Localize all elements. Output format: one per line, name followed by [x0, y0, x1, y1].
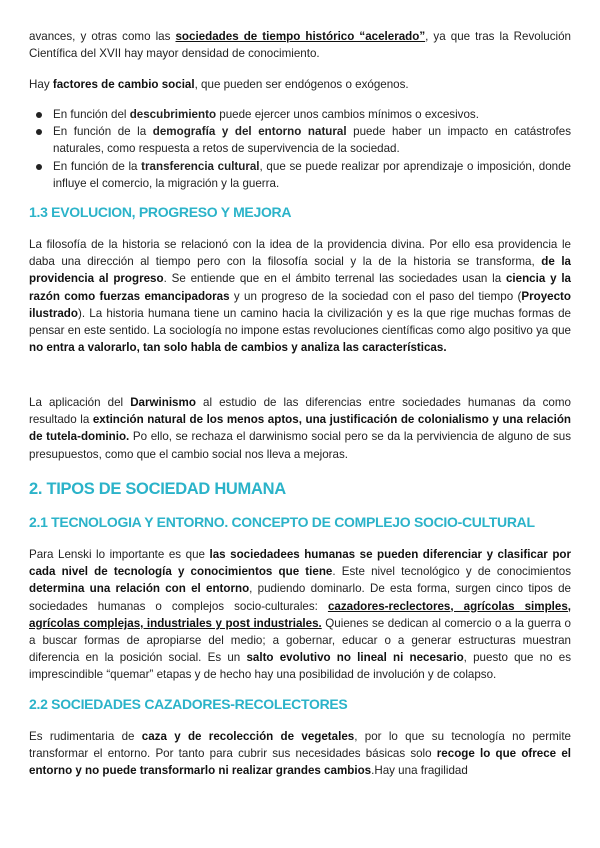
paragraph-factores-cambio	[29, 76, 571, 93]
list-item: En función del descubrimiento puede ejercer unos cambios mínimos o excesivos.	[29, 106, 571, 123]
text: avances, y otras como las	[29, 30, 176, 43]
bold-term: caza y de recolección de vegetales	[141, 730, 355, 743]
bold-term: factores de cambio social	[52, 78, 195, 91]
text: Hay	[29, 78, 53, 91]
bullet-icon	[36, 112, 42, 118]
list-item: En función de la demografía y del entorno natural puede haber un impacto en catástrofes naturales, como respuesta a retos de supervivencia de la sociedad.	[29, 123, 571, 157]
heading-2-1: 2.1 TECNOLOGIA Y ENTORNO. CONCEPTO DE COMPLEJO SOCIO-CULTURAL	[29, 514, 535, 530]
bold-term: descubrimiento	[129, 108, 217, 121]
heading-2-2: 2.2 SOCIEDADES CAZADORES-RECOLECTORES	[29, 696, 348, 712]
paragraph-tiempo-historico	[29, 28, 571, 62]
text: , que pueden ser endógenos o exógenos.	[194, 78, 409, 91]
list-item: En función de la transferencia cultural, que se puede realizar por aprendizaje o imposición, donde influye el comercio, la migración y la guerra.	[29, 158, 571, 192]
heading-2: 2. TIPOS DE SOCIEDAD HUMANA	[29, 480, 286, 498]
bold-term: extinción natural de los menos aptos, una justificación de colonialismo y una relación de tutela-dominio.	[29, 413, 571, 444]
bold-term: las sociedadees humanas se pueden diferenciar y clasificar por cada nivel de tecnología y conocimientos que tiene	[29, 548, 572, 579]
underlined-term: cazadores-reclectores, agrícolas simples, agrícolas complejas, industriales y post industriales.	[29, 599, 571, 630]
bold-term: determina una relación con el entorno	[29, 582, 250, 596]
factors-list	[29, 106, 571, 192]
bold-term: de la providencia al progreso	[29, 255, 572, 286]
paragraph-cazadores: Es rudimentaria de caza y de recolección de vegetales, por lo que su tecnología no permite transformar el entorno. Por tanto para cubrir sus necesidades básicas solo recoge lo que ofrece el entorno y no puede transformarlo ni realizar grandes cambios.Hay una fragilidad	[29, 730, 571, 778]
bold-term: ciencia y la razón como fuerzas emancipadoras	[29, 272, 571, 303]
bold-term: Darwinismo	[130, 396, 196, 409]
bold-term: no entra a valorarlo, tan solo habla de cambios y analiza las características.	[29, 341, 447, 355]
bullet-icon	[36, 129, 42, 135]
bold-term: recoge lo que ofrece el entorno y no puede transformarlo ni realizar grandes cambios	[29, 747, 571, 778]
bullet-icon	[36, 164, 42, 170]
bold-term: salto evolutivo no lineal ni necesario	[246, 651, 464, 665]
bold-term: demografía y del entorno natural	[152, 125, 347, 139]
paragraph-progreso: La filosofía de la historia se relacionó con la idea de la providencia divina. Por ello esa providencia le daba una dirección al tiempo pero con la filosofía social y la de la historia se transforma, de la providencia al progreso. Se entiende que en el ámbito terrenal las sociedades usan la ciencia y la razón como fuerzas emancipadoras y un progreso de la sociedad con el paso del tiempo (Proyecto ilustrado). La historia humana tiene un camino hacia la civilización y es la que rige muchas formas de pensar en este sentido. La sociología no impone estas revoluciones científicas como algo positivo ya que no entra a valorarlo, tan solo habla de cambios y analiza las características.	[29, 238, 572, 355]
underlined-term: sociedades de tiempo histórico “acelerado”	[175, 30, 426, 43]
paragraph-lenski: Para Lenski lo importante es que las sociedadees humanas se pueden diferenciar y clasificar por cada nivel de tecnología y conocimientos que tiene. Este nivel tecnológico y de conocimientos determina una relación con el entorno, pudiendo dominarlo. De esta forma, surgen cinco tipos de sociedades humanas o complejos socio-culturales: cazadores-reclectores, agrícolas simples, agrícolas complejas, industriales y post industriales. Quienes se dedican al comercio o a la guerra o a buscar formas de apropiarse del medio; a gobernar, educar o a generar estructuras muestran diferencia en la posición social. Es un salto evolutivo no lineal ni necesario, puesto que no es imprescindible “quemar” etapas y de hecho hay una posibilidad de involución y de colapso.	[29, 548, 572, 682]
paragraph-darwinismo: La aplicación del Darwinismo al estudio de las diferencias entre sociedades humanas da como resultado la extinción natural de los menos aptos, una justificación de colonialismo y una relación de tutela-dominio. Po ello, se rechaza el darwinismo social pero se da la perviviencia de alguno de sus presupuestos, como que el cambio social nos lleva a mejoras.	[29, 396, 571, 461]
bold-term: Proyecto ilustrado	[29, 289, 571, 320]
text: , ya que tras la Revolución Científica del XVII hay mayor densidad de conocimiento.	[29, 30, 571, 61]
heading-1-3: 1.3 EVOLUCION, PROGRESO Y MEJORA	[29, 204, 292, 220]
bold-term: transferencia cultural	[141, 159, 260, 173]
